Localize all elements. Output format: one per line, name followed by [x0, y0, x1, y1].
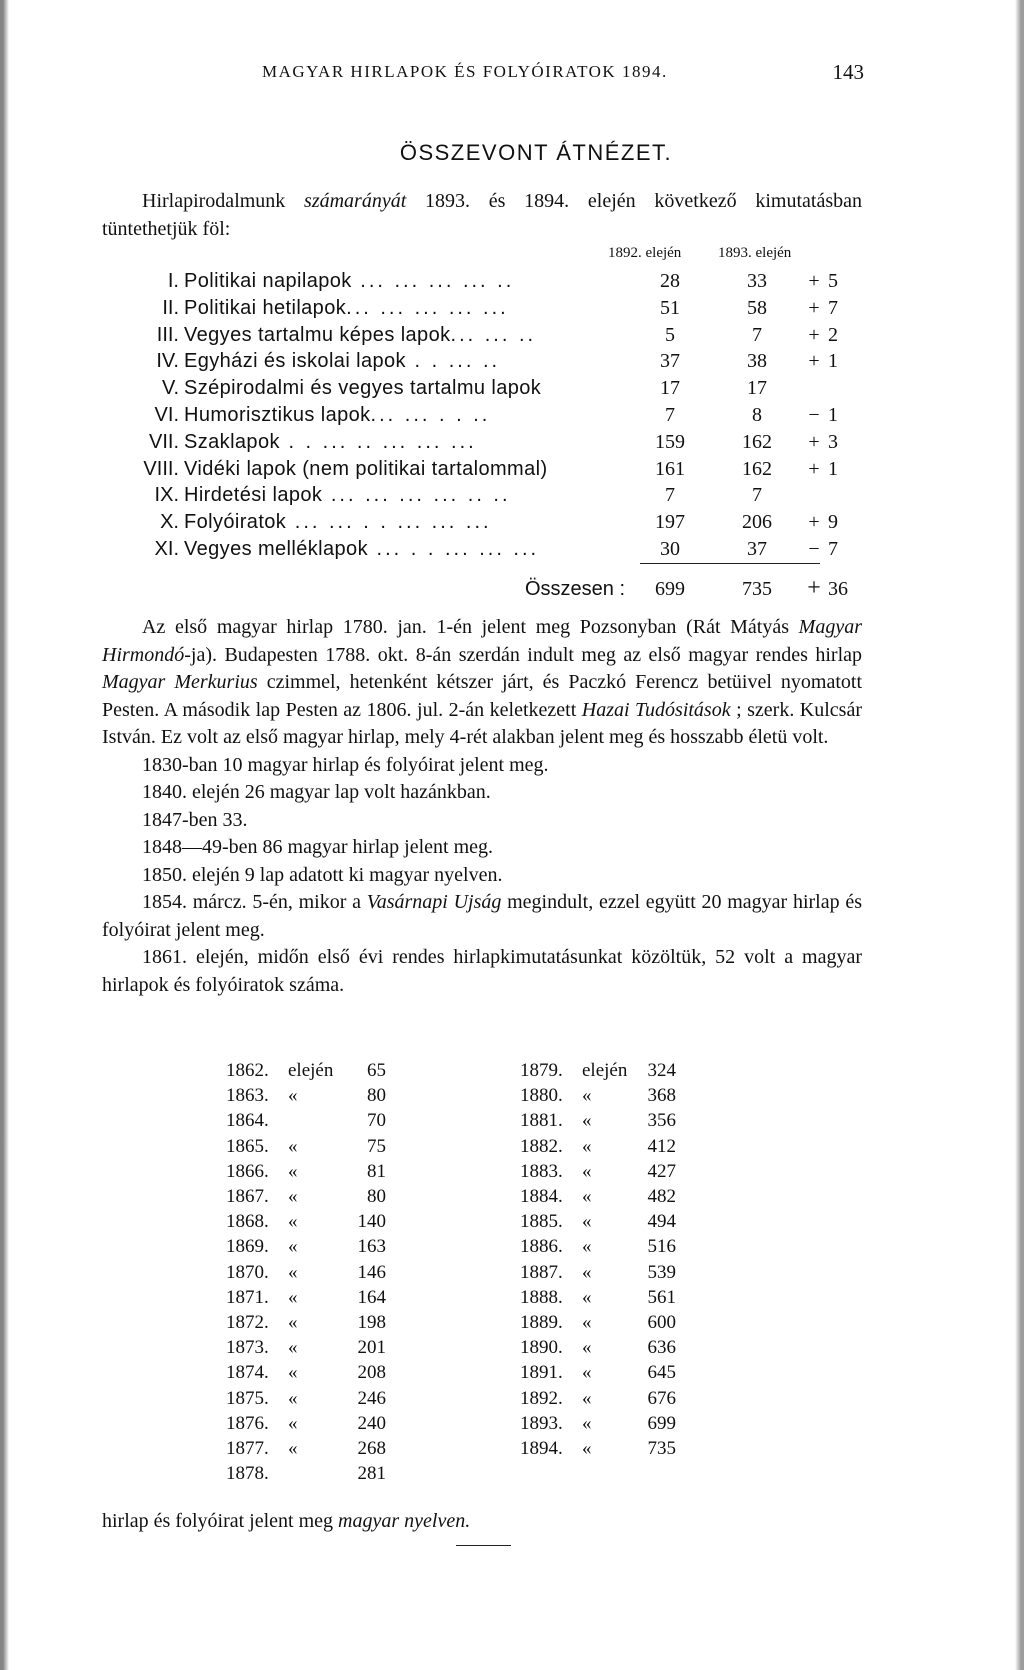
year-mark: elején — [582, 1060, 628, 1081]
category-label — [184, 297, 509, 320]
value-1892: 5 — [665, 323, 675, 346]
category-label — [184, 511, 492, 534]
page-number: 143 — [832, 60, 864, 84]
category-dots: . . ... .. — [405, 350, 501, 373]
category-dots: ... ... . . .. — [370, 404, 491, 426]
year-mark: « — [582, 1085, 592, 1107]
closing-text: hirlap és folyóirat jelent meg — [102, 1510, 339, 1532]
category-row — [0, 377, 1024, 403]
difference-sign: + — [808, 270, 820, 292]
year-count: 80 — [367, 1186, 386, 1207]
year-label: 1888. — [520, 1286, 563, 1308]
year-row — [226, 1362, 546, 1388]
total-diff — [800, 575, 848, 601]
year-label: 1879. — [520, 1060, 563, 1081]
difference-sign: + — [808, 457, 820, 480]
year-row — [226, 1438, 546, 1464]
history-p1-b: -ja). Budapesten 1788. okt. 8-án szerdán indult meg az első magyar rendes hirlap — [184, 643, 862, 666]
year-row — [520, 1211, 840, 1237]
year-label: 1868. — [226, 1211, 269, 1233]
category-label-text: Szaklapok — [184, 430, 280, 453]
year-mark: « — [288, 1135, 298, 1157]
category-label-text: Vegyes melléklapok — [184, 538, 368, 560]
difference-value: 2 — [828, 323, 838, 346]
year-mark: « — [288, 1261, 298, 1283]
year-row — [520, 1136, 840, 1162]
total-sign: + — [807, 575, 821, 601]
value-1893: 7 — [752, 323, 762, 346]
year-row — [520, 1110, 840, 1136]
difference-sign: + — [808, 511, 820, 534]
year-count: 146 — [357, 1261, 386, 1283]
value-1892: 159 — [655, 430, 685, 453]
year-row — [226, 1060, 546, 1086]
year-mark: « — [288, 1236, 298, 1258]
column-header-1892: 1892. elején — [608, 245, 682, 261]
category-dots: ... . . ... ... ... — [367, 538, 540, 560]
difference-sign: − — [808, 538, 820, 560]
value-1892: 197 — [655, 511, 685, 534]
year-count: 70 — [367, 1110, 386, 1132]
section-heading-text: ÖSSZEVONT ÁTNÉZET. — [399, 140, 673, 165]
intro-italic: számarányát — [304, 190, 407, 212]
year-mark: « — [288, 1362, 298, 1384]
total-1893: 735 — [742, 578, 772, 600]
category-dots: ... ... ... ... .. — [351, 270, 515, 292]
category-row — [0, 431, 1024, 457]
section-heading — [0, 140, 1024, 166]
category-label-text: Szépirodalmi és vegyes tartalmu lapok — [184, 377, 542, 400]
value-1892: 30 — [660, 538, 680, 560]
year-count: 80 — [367, 1085, 386, 1107]
history-paragraph-7 — [102, 889, 862, 944]
value-1893: 8 — [752, 404, 762, 426]
year-mark: « — [582, 1337, 592, 1359]
category-label — [184, 377, 541, 400]
year-count: 427 — [647, 1160, 676, 1182]
value-1892: 28 — [660, 270, 680, 292]
scan-edge-right — [1014, 0, 1024, 1670]
category-label-text: Politikai hetilapok — [184, 296, 347, 319]
category-row — [0, 297, 1024, 323]
difference — [800, 270, 860, 293]
category-row — [0, 484, 1024, 510]
year-mark: « — [288, 1438, 298, 1459]
year-count: 645 — [647, 1362, 676, 1384]
year-label: 1862. — [226, 1060, 269, 1081]
total-diff-value: 36 — [828, 578, 848, 600]
history-p7-italic: Vasárnapi Ujság — [366, 891, 502, 913]
category-label-text: Egyházi és iskolai lapok — [184, 350, 406, 373]
year-mark: « — [288, 1160, 298, 1182]
history-paragraph-2: 1830-ban 10 magyar hirlap és folyóirat jelent meg. — [142, 753, 549, 776]
year-mark: elején — [288, 1060, 334, 1081]
history-p1-d: ; szerk. Kulcsár István. Ez volt az első magyar hirlap, mely 4-rét alakban jelent meg és hosszabb életü volt. — [102, 698, 862, 748]
category-number: I. — [167, 270, 179, 292]
year-label: 1893. — [520, 1412, 563, 1434]
difference — [800, 538, 860, 561]
category-number: II. — [162, 296, 179, 319]
year-count: 368 — [647, 1085, 676, 1107]
year-label: 1878. — [226, 1463, 269, 1485]
year-row — [226, 1287, 546, 1313]
year-count: 561 — [647, 1286, 676, 1308]
difference-value: 7 — [828, 538, 838, 560]
year-label: 1874. — [226, 1362, 269, 1384]
year-row — [226, 1236, 546, 1262]
year-count: 516 — [647, 1236, 676, 1258]
history-p1-italic-3: Hazai Tudósitások — [581, 698, 731, 721]
year-mark: « — [288, 1085, 298, 1107]
year-count: 81 — [367, 1160, 386, 1182]
value-1892: 51 — [660, 296, 680, 319]
value-1893: 162 — [742, 457, 772, 480]
year-label: 1883. — [520, 1160, 563, 1182]
value-1892: 7 — [665, 484, 675, 507]
year-label: 1876. — [226, 1412, 269, 1434]
intro-part1: Hirlapirodalmunk — [142, 190, 305, 212]
category-label-text: Politikai napilapok — [184, 270, 352, 292]
year-count: 281 — [357, 1463, 386, 1485]
year-count: 735 — [647, 1438, 676, 1459]
difference-sign: − — [808, 404, 820, 426]
category-number: V. — [161, 377, 179, 400]
year-row — [520, 1186, 840, 1212]
year-count: 494 — [647, 1211, 676, 1233]
history-paragraph-6: 1850. elején 9 lap adatott ki magyar nyelven. — [142, 863, 503, 886]
difference-value: 1 — [828, 457, 838, 480]
year-count: 600 — [647, 1312, 676, 1333]
year-row — [226, 1312, 546, 1338]
category-row — [0, 350, 1024, 376]
history-p7-a: 1854. márcz. 5-én, mikor a — [142, 891, 367, 913]
category-row — [0, 270, 1024, 296]
year-row — [520, 1287, 840, 1313]
year-count: 198 — [357, 1312, 386, 1333]
difference-value: 5 — [828, 270, 838, 292]
history-text — [102, 614, 862, 999]
difference — [800, 324, 860, 347]
year-label: 1885. — [520, 1211, 563, 1233]
year-label: 1886. — [520, 1236, 563, 1258]
value-1893: 162 — [742, 430, 772, 453]
year-row — [226, 1110, 546, 1136]
history-paragraph-4: 1847-ben 33. — [142, 808, 248, 831]
year-mark: « — [288, 1211, 298, 1233]
category-number: VIII. — [143, 457, 179, 480]
difference-sign: + — [808, 430, 820, 453]
category-dots: ... ... . . ... ... ... — [286, 511, 492, 534]
year-mark: « — [582, 1412, 592, 1434]
year-label: 1881. — [520, 1110, 563, 1132]
value-1893: 58 — [747, 296, 767, 319]
year-count: 324 — [647, 1060, 676, 1081]
category-number: X. — [160, 511, 179, 534]
category-label-text: Folyóiratok — [184, 511, 287, 534]
value-1892: 161 — [655, 457, 685, 480]
category-dots: ... ... ... ... ... — [346, 296, 509, 319]
difference-value: 7 — [828, 296, 838, 319]
year-label: 1865. — [226, 1135, 269, 1157]
year-count: 163 — [357, 1236, 386, 1258]
year-label: 1884. — [520, 1186, 563, 1207]
year-count: 208 — [357, 1362, 386, 1384]
year-mark: « — [288, 1312, 298, 1333]
category-number: IV. — [156, 350, 179, 373]
total-label: Összesen : — [525, 578, 626, 600]
year-row — [520, 1060, 840, 1086]
closing-line — [102, 1510, 470, 1533]
year-mark: « — [582, 1211, 592, 1233]
year-row — [226, 1161, 546, 1187]
year-row — [520, 1236, 840, 1262]
year-count: 676 — [647, 1387, 676, 1409]
year-count: 412 — [647, 1135, 676, 1157]
year-row — [520, 1262, 840, 1288]
category-label-text: Vidéki lapok (nem politikai tartalommal) — [184, 457, 548, 480]
year-label: 1866. — [226, 1160, 269, 1182]
year-label: 1892. — [520, 1387, 563, 1409]
category-number: XI. — [154, 538, 179, 560]
category-row — [0, 458, 1024, 484]
history-paragraph-5: 1848—49-ben 86 magyar hirlap jelent meg. — [142, 836, 494, 858]
difference — [800, 431, 860, 454]
category-dots: . . ... .. ... ... ... — [279, 430, 477, 453]
end-rule — [456, 1545, 511, 1546]
year-mark: « — [582, 1186, 592, 1207]
year-label: 1871. — [226, 1286, 269, 1308]
category-row — [0, 511, 1024, 537]
value-1893: 206 — [742, 511, 772, 534]
year-count: 75 — [367, 1135, 386, 1157]
difference — [800, 404, 860, 427]
category-label-text: Hirdetési lapok — [184, 484, 323, 507]
year-row — [520, 1438, 840, 1464]
year-mark: « — [582, 1286, 592, 1308]
value-1893: 37 — [747, 538, 767, 560]
year-row — [520, 1337, 840, 1363]
history-paragraph-1 — [102, 614, 862, 752]
column-header-1893: 1893. elején — [718, 245, 792, 261]
year-label: 1873. — [226, 1337, 269, 1359]
year-count: 140 — [357, 1211, 386, 1233]
difference — [800, 458, 860, 481]
history-paragraph-8: 1861. elején, midőn első évi rendes hirlapkimutatásunkat közöltük, 52 volt a magyar hirlapok és folyóiratok száma. — [102, 946, 862, 996]
total-1892: 699 — [655, 578, 685, 600]
difference-sign: + — [808, 350, 820, 373]
category-number: VI. — [154, 404, 179, 426]
year-mark: « — [288, 1286, 298, 1308]
category-label — [184, 431, 477, 454]
category-label-text: Humorisztikus lapok — [184, 404, 371, 426]
category-label — [184, 404, 490, 427]
category-row — [0, 538, 1024, 564]
category-number: VII. — [148, 430, 179, 453]
difference-sign: + — [808, 323, 820, 346]
year-mark: « — [582, 1261, 592, 1283]
value-1893: 17 — [747, 377, 767, 400]
sum-rule — [640, 563, 820, 564]
running-title: MAGYAR HIRLAPOK ÉS FOLYÓIRATOK 1894. — [262, 62, 668, 81]
year-mark: « — [582, 1387, 592, 1409]
difference — [800, 297, 860, 320]
running-header — [262, 62, 864, 90]
year-mark: « — [582, 1312, 592, 1333]
year-label: 1880. — [520, 1085, 563, 1107]
year-mark: « — [288, 1186, 298, 1207]
history-p1-italic-2: Magyar Merkurius — [102, 671, 258, 693]
year-count: 699 — [647, 1412, 676, 1434]
year-mark: « — [582, 1135, 592, 1157]
year-count: 268 — [357, 1438, 386, 1459]
year-row — [520, 1085, 840, 1111]
difference — [800, 350, 860, 373]
year-mark: « — [288, 1412, 298, 1434]
year-count: 164 — [357, 1286, 386, 1308]
category-number: IX. — [154, 484, 179, 507]
year-mark: « — [582, 1236, 592, 1258]
year-count: 356 — [647, 1110, 676, 1132]
difference-value: 1 — [828, 404, 838, 426]
year-label: 1891. — [520, 1362, 563, 1384]
value-1893: 7 — [752, 484, 762, 507]
year-label: 1889. — [520, 1312, 563, 1333]
year-label: 1870. — [226, 1261, 269, 1283]
difference-value: 3 — [828, 430, 838, 453]
year-count: 636 — [647, 1337, 676, 1359]
year-row — [226, 1388, 546, 1414]
value-1893: 33 — [747, 270, 767, 292]
value-1893: 38 — [747, 350, 767, 373]
difference — [800, 511, 860, 534]
year-label: 1869. — [226, 1236, 269, 1258]
year-mark: « — [582, 1362, 592, 1384]
year-count: 240 — [357, 1412, 386, 1434]
year-label: 1877. — [226, 1438, 269, 1459]
year-row — [226, 1186, 546, 1212]
value-1892: 37 — [660, 350, 680, 373]
year-label: 1887. — [520, 1261, 563, 1283]
year-label: 1882. — [520, 1135, 563, 1157]
category-number: III. — [156, 323, 179, 346]
year-row — [520, 1413, 840, 1439]
history-p1-c: czimmel, hetenként kétszer járt, és Paczkó Ferencz betüivel nyomatott Pesten. A második lap Pesten az 1806. jul. 2-án keletkezett — [102, 671, 862, 721]
year-row — [226, 1136, 546, 1162]
history-p7-b: megindult, ezzel együtt 20 magyar hirlap és folyóirat jelent meg. — [102, 891, 862, 941]
category-dots: ... ... ... ... .. .. — [322, 484, 511, 507]
year-mark: « — [582, 1110, 592, 1132]
category-label — [184, 350, 500, 373]
value-1892: 17 — [660, 377, 680, 400]
category-label — [184, 458, 548, 481]
year-label: 1875. — [226, 1387, 269, 1409]
year-label: 1894. — [520, 1438, 563, 1459]
intro-part2: 1893. és 1894. elején következő kimutatásban tüntethetjük föl: — [102, 190, 862, 240]
difference — [800, 377, 860, 400]
difference-sign: + — [808, 296, 820, 319]
year-count: 539 — [647, 1261, 676, 1283]
year-count: 65 — [367, 1060, 386, 1081]
difference — [800, 484, 860, 507]
difference-value: 9 — [828, 511, 838, 534]
year-row — [226, 1337, 546, 1363]
year-label: 1890. — [520, 1337, 563, 1359]
intro-paragraph — [102, 188, 862, 243]
year-mark: « — [288, 1337, 298, 1359]
value-1892: 7 — [665, 404, 675, 426]
year-mark: « — [582, 1438, 592, 1459]
year-row — [520, 1388, 840, 1414]
history-p1-a: Az első magyar hirlap 1780. jan. 1-én jelent meg Pozsonyban (Rát Mátyás — [142, 616, 799, 638]
history-paragraph-3: 1840. elején 26 magyar lap volt hazánkban. — [142, 781, 491, 803]
intro-text — [102, 188, 862, 243]
year-row — [226, 1262, 546, 1288]
scan-edge-left — [0, 0, 10, 1670]
year-mark: « — [288, 1387, 298, 1409]
category-label — [184, 484, 511, 507]
year-label: 1867. — [226, 1186, 269, 1207]
year-row — [520, 1161, 840, 1187]
history-p1-italic-1: Magyar Hirmondó — [102, 616, 862, 666]
year-row — [226, 1085, 546, 1111]
category-row — [0, 404, 1024, 430]
year-row — [226, 1463, 546, 1489]
closing-italic: magyar nyelven. — [338, 1510, 471, 1532]
year-count: 201 — [357, 1337, 386, 1359]
year-row — [520, 1362, 840, 1388]
year-count: 482 — [647, 1186, 676, 1207]
category-label-text: Vegyes tartalmu képes lapok — [184, 323, 451, 346]
year-row — [226, 1211, 546, 1237]
category-label — [184, 538, 539, 561]
year-count: 246 — [357, 1387, 386, 1409]
year-row — [226, 1413, 546, 1439]
year-label: 1864. — [226, 1110, 269, 1132]
category-dots: ... ... .. — [450, 323, 537, 346]
category-label — [184, 324, 536, 347]
year-label: 1872. — [226, 1312, 269, 1333]
year-row — [520, 1312, 840, 1338]
difference-value: 1 — [828, 350, 838, 373]
category-row — [0, 324, 1024, 350]
year-label: 1863. — [226, 1085, 269, 1107]
year-mark: « — [582, 1160, 592, 1182]
category-label — [184, 270, 514, 293]
